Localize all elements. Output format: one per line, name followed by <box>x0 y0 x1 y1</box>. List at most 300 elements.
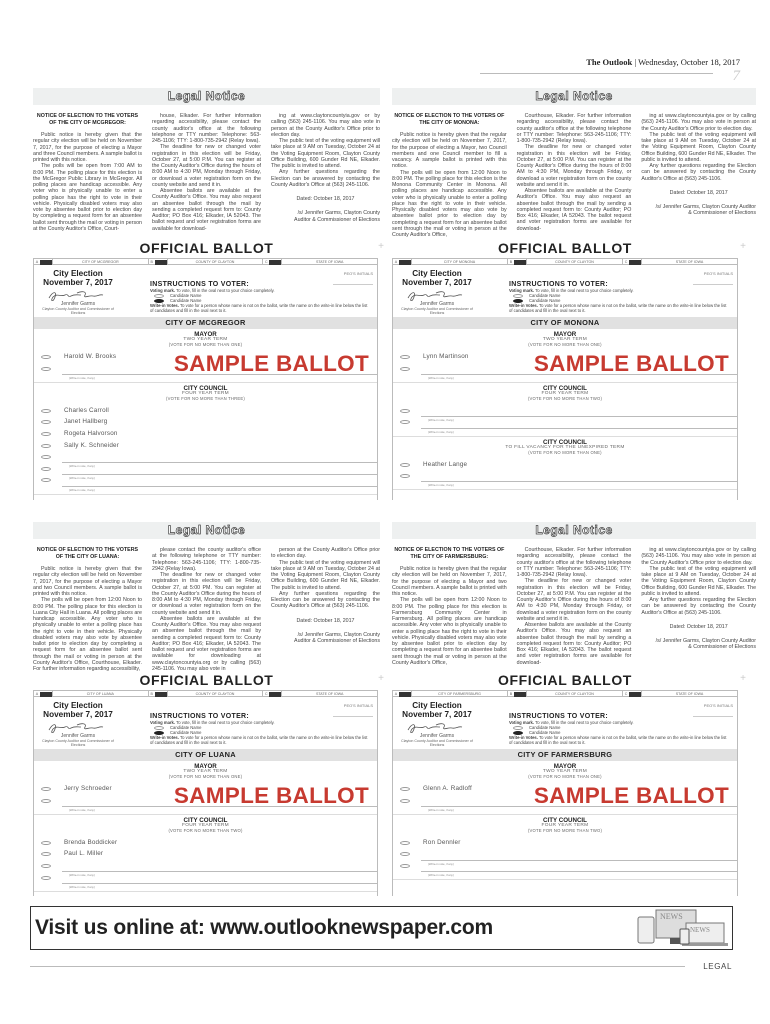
timing-mark <box>40 260 52 265</box>
candidate-row <box>34 429 377 441</box>
vote-oval <box>41 876 51 880</box>
candidate-name: Sally K. Schneider <box>64 441 120 449</box>
notice-signature: /s/ Jennifer Garms, Clayton County Auditor & Commissioner of Elections <box>294 210 380 223</box>
vote-oval <box>41 852 51 856</box>
election-date: November 7, 2017 <box>43 709 113 719</box>
vote-oval <box>400 474 410 478</box>
notice-paragraph: Any further questions regarding the Election can be answered by contacting the County Auditor's Office at (563) 245-1106. <box>271 169 380 188</box>
writein-label: Write-in Votes. <box>509 302 538 308</box>
strip-segment <box>263 259 377 264</box>
writein-label: (Write-in vote, if any) <box>69 464 95 469</box>
strip-letter: C <box>624 260 628 264</box>
writein-label: (Write-in vote, if any) <box>428 429 454 434</box>
strip-label: CITY OF MONONA <box>411 259 507 264</box>
election-date: November 7, 2017 <box>402 277 472 287</box>
notice-paragraph: The polls will be open from 7:00 AM to 8:00 PM. The polling place for this election is the McGregor Public Library in McGregor. All polling places are handicap accessible. Any voter who is physically unable to enter a polling place has the right to vote in their vehicle. Physically disabled voters may also vote by absentee ballot prior to election day by completing a request form for an absentee ballot sent through the mail or voting in person at the County Auditor's Office, Court- <box>33 163 142 232</box>
city-section-header: CITY OF MONONA <box>393 317 737 329</box>
candidate-name: Ron Dennler <box>423 838 461 846</box>
vote-oval <box>400 852 410 856</box>
voter-instructions <box>509 281 729 314</box>
strip-letter: B <box>509 260 513 264</box>
writein-row <box>393 471 737 488</box>
website-banner-text: Visit us online at: www.outlooknewspaper.com <box>35 916 493 939</box>
candidate-row <box>393 837 737 849</box>
contest-term: TWO YEAR TERM <box>183 337 228 343</box>
candidate-name: Brenda Boddicker <box>64 838 118 846</box>
strip-segment <box>393 259 508 264</box>
vote-oval <box>41 467 51 471</box>
writein-label: (Write-in vote, if any) <box>428 807 454 812</box>
official-ballot-title: OFFICIAL BALLOT <box>139 240 274 256</box>
contest-vote-for: (VOTE FOR NO MORE THAN ONE) <box>168 342 243 347</box>
strip-segment <box>623 259 737 264</box>
notice-column <box>517 113 632 238</box>
notice-dated: Dated: October 18, 2017 <box>669 189 728 196</box>
page-number: 7 <box>732 68 740 84</box>
signature-icon <box>401 289 471 301</box>
candidate-row <box>34 440 377 452</box>
signer-name: Jennifer Garms <box>60 301 96 307</box>
notice-paragraph: The deadline for new or changed voter registration in this election will be Friday, October 27, at 5:00 P.M. You can register at the County Auditor's Office during the hours of 8:00 AM to 4:30 PM, Monday through Friday, or download a voter registration form on the county website and send it in. <box>152 144 261 188</box>
signer-name: Jennifer Garms <box>60 733 96 739</box>
empty-oval-icon <box>513 294 523 298</box>
city-section-header: CITY OF LUANA <box>34 749 377 761</box>
example-name: Candidate Name <box>170 292 202 298</box>
issue-date: Wednesday, October 18, 2017 <box>638 57 740 67</box>
timing-mark <box>514 260 526 265</box>
notice-paragraph: Any further questions regarding the Election can be answered by contacting the County Auditor's Office at (563) 245-1106. <box>641 163 757 182</box>
ballot-heading <box>393 265 737 317</box>
vote-oval <box>41 420 51 424</box>
writein-row <box>34 475 377 492</box>
writein-row <box>34 872 377 889</box>
official-ballot-title: OFFICIAL BALLOT <box>139 672 274 688</box>
contest <box>34 383 377 495</box>
election-name: City Election <box>412 269 462 278</box>
ballot-header-strip <box>34 690 377 697</box>
election-name: City Election <box>53 701 103 710</box>
timing-mark <box>629 260 641 265</box>
city-section-header: CITY OF FARMERSBURG <box>393 749 737 761</box>
vote-oval <box>400 864 410 868</box>
notice-heading: NOTICE OF ELECTION TO THE VOTERS OF THE CITY OF MONONA: <box>394 113 505 126</box>
strip-letter: B <box>150 692 153 696</box>
notice-paragraph: ing at www.claytoncountyia.gov or by calling (563) 245-1106. You may also vote in person at the County Auditor's Office prior to election day. <box>641 113 757 132</box>
vote-oval <box>400 841 410 845</box>
candidate-name: Glenn A. Radloff <box>423 785 472 793</box>
writein-desc: To vote for a person whose name is not on the ballot, write the name on the write-in line below the list of candidates and fill in the oval next to it. <box>509 302 727 313</box>
writein-label: (Write-in vote, if any) <box>69 884 95 889</box>
notice-column <box>271 547 380 672</box>
example-name: Candidate Name <box>170 729 202 735</box>
peo-initials: PEO'S INITIALS <box>333 703 373 717</box>
contest <box>393 815 737 880</box>
separator: | <box>632 57 639 67</box>
writein-label: (Write-in vote, if any) <box>69 487 95 492</box>
strip-segment <box>34 691 149 696</box>
contest-term: FOUR YEAR TERM <box>541 822 589 828</box>
candidate-row <box>34 837 377 849</box>
strip-letter: C <box>265 260 268 264</box>
notice-column <box>392 113 507 238</box>
instructions-title: INSTRUCTIONS TO VOTER: <box>509 281 609 288</box>
legal-notice-header: Legal Notice <box>33 522 380 539</box>
notice-paragraph: The deadline for new or changed voter registration in this election will be Friday, October 27, at 5:00 P.M. You can register at the County Auditor's Office during the hours of 8:00 AM to 4:30 PM, Monday through Friday, or download a voter registration form on the county website and send it in. <box>516 578 632 622</box>
vote-oval <box>41 455 51 459</box>
notice-paragraph: The public test of the voting equipment will take place at 9 AM on Tuesday, October 24 at the Voting Equipment Room, Clayton County Office Building, 600 Gunder Rd NE, Elkader. The public is invited to attend. <box>271 559 380 591</box>
election-date: November 7, 2017 <box>402 709 472 719</box>
notice-paragraph: person at the County Auditor's Office prior to election day. <box>271 547 380 560</box>
writein-label: (Write-in vote, if any) <box>69 807 95 812</box>
election-title <box>38 702 118 719</box>
notice-signature: /s/ Jennifer Garms, Clayton County Auditor & Commissioner of Elections <box>655 204 757 217</box>
vote-oval <box>400 799 410 803</box>
ballot <box>33 690 378 896</box>
signer-title: Clayton County Auditor and Commissioner of Elections <box>401 739 473 747</box>
signer-name: Jennifer Garms <box>419 733 455 739</box>
writein-label: Write-in Votes. <box>150 734 179 740</box>
writein-label: (Write-in vote, if any) <box>69 873 95 878</box>
election-title <box>38 270 118 287</box>
contest-title: CITY COUNCIL <box>543 438 587 446</box>
sample-ballot-stamp: SAMPLE BALLOT <box>533 783 729 808</box>
contest-vote-for: (VOTE FOR NO MORE THAN ONE) <box>528 449 602 455</box>
example-name: Candidate Name <box>170 297 202 303</box>
sample-ballot-stamp: SAMPLE BALLOT <box>173 351 369 376</box>
election-name: City Election <box>53 269 103 278</box>
strip-label: CITY OF LUANA <box>52 691 148 696</box>
candidate-name: Harold W. Brooks <box>64 353 117 361</box>
empty-oval-icon <box>154 294 164 298</box>
strip-segment <box>623 691 737 696</box>
notice-signature: /s/ Jennifer Garms, Clayton County Auditor & Commissioner of Elections <box>655 638 757 651</box>
timing-mark <box>155 260 167 265</box>
writein-row <box>34 452 377 469</box>
notice-paragraph: The polls will be open from 12:00 Noon to 8:00 PM. The polling place for this election is Farmersburg Community Center in Farmersburg. All polling places are handicap accessible. Any voter who is physically unable to enter a polling place has the right to vote in their vehicle. Physically disabled voters may also vote by absentee ballot prior to election day by completing a request form for an absentee ballot sent through the mail or voting in person at the County Auditor's Office, <box>392 597 507 666</box>
contest-vote-for: (VOTE FOR NO MORE THAN TWO) <box>168 827 243 833</box>
notice-paragraph: Absentee ballots are available at the County Auditor's Office. You may also request an absentee ballot through the mail by sending a completed request form to: County Auditor; PO Box 416; Elkader, IA 52043. The ballot request and voter registration forms are available for downloading at www.claytoncountyia.org or by calling (563) 245-1106. You may also vote in <box>152 615 261 672</box>
strip-label: COUNTY OF CLAYTON <box>167 259 263 264</box>
contest-term: TWO YEAR TERM <box>542 337 588 343</box>
notice-column <box>392 547 507 666</box>
notice-column <box>641 113 756 238</box>
ballot <box>33 258 378 500</box>
voter-instructions <box>150 281 369 314</box>
strip-letter: B <box>150 260 153 264</box>
peo-initials: PEO'S INITIALS <box>333 271 373 285</box>
masthead-rule <box>480 73 713 74</box>
notice-paragraph: house, Elkader. For further information regarding accessibility, please contact the county auditor's office at the following telephone or TTY number: Telephone: 563-245-1106; TTY: 1-800-735-2942 (Relay Iowa). <box>152 113 261 144</box>
writein-row <box>393 861 737 878</box>
section-label: LEGAL <box>703 962 732 971</box>
notice-paragraph: ing at www.claytoncountyia.gov or by calling (563) 245-1106. You may also vote in person at the County Auditor's Office prior to election day. <box>271 113 380 138</box>
signer-name: Jennifer Garms <box>419 301 455 307</box>
notice-paragraph: The public test of the voting equipment will take place at 9 AM on Tuesday, October 24 at the Voting Equipment Room, Clayton County Office Building, 600 Gunder Rd NE, Elkader. The public is invited to attend. <box>641 131 757 163</box>
strip-segment <box>149 259 264 264</box>
voting-mark-desc: To vote, fill in the oval next to your choice completely. <box>175 720 275 725</box>
writein-instructions <box>509 304 729 314</box>
contest-vote-for: (VOTE FOR NO MORE THAN TWO) <box>527 827 603 833</box>
sample-ballot-stamp: SAMPLE BALLOT <box>533 351 729 376</box>
empty-oval-icon <box>154 726 164 730</box>
notice-heading: NOTICE OF ELECTION TO THE VOTERS OF THE CITY OF FARMERSBURG: <box>394 547 505 560</box>
writein-desc: To vote for a person whose name is not on the ballot, write the name on the write-in line below the list of candidates and fill in the oval next to it. <box>509 734 727 745</box>
contest <box>34 815 377 892</box>
strip-segment <box>508 691 623 696</box>
sample-ballot-stamp: SAMPLE BALLOT <box>173 783 369 808</box>
voting-mark-desc: To vote, fill in the oval next to your choice completely. <box>534 720 634 725</box>
contest <box>34 329 377 383</box>
election-notice <box>392 113 756 238</box>
notice-paragraph: please contact the county auditor's office at the following telephone or TTY number: Telephone: 563-245-1106; TTY: 1-800-735-2942 (Relay Iowa). <box>152 547 261 572</box>
strip-letter: A <box>35 260 39 264</box>
section-rule <box>30 966 685 967</box>
ballot-header-strip <box>393 258 737 265</box>
notice-dated: Dated: October 18, 2017 <box>669 623 728 630</box>
contest-term: FOUR YEAR TERM <box>541 390 589 396</box>
candidate-row <box>34 405 377 417</box>
writein-label: (Write-in vote, if any) <box>428 861 454 866</box>
voting-mark-desc: To vote, fill in the oval next to your choice completely. <box>175 288 275 293</box>
contest <box>34 761 377 815</box>
strip-letter: A <box>35 692 39 696</box>
candidate-name: Jerry Schroeder <box>64 785 112 793</box>
ballot-header-strip <box>393 690 737 697</box>
vote-oval <box>41 432 51 436</box>
contest-vote-for: (VOTE FOR NO MORE THAN TWO) <box>527 395 603 401</box>
notice-column <box>271 113 380 232</box>
candidate-name: Heather Lange <box>423 460 468 468</box>
official-ballot-title: OFFICIAL BALLOT <box>498 240 632 256</box>
notice-dated: Dated: October 18, 2017 <box>296 196 355 202</box>
paper-name: The Outlook <box>586 57 633 67</box>
notice-column <box>641 547 756 666</box>
notice-paragraph: The polls will be open from 12:00 Noon to 8:00 PM. The polling place for this election is Luana City Hall in Luana. All polling places are handicap accessible. Any voter who is physically unable to enter a polling place has the right to vote in their vehicle. Physically disabled voters may also vote by absentee ballot prior to election day by completing a request form for an absentee ballot sent through the mail or voting in person at the County Auditor's Office, Courthouse, Elkader. For further information regarding accessibility, <box>33 597 142 672</box>
city-section-header: CITY OF MCGREGOR <box>34 317 377 329</box>
writein-instructions <box>509 736 729 746</box>
vote-oval <box>400 409 410 413</box>
writein-label: (Write-in vote, if any) <box>428 483 454 488</box>
strip-label: COUNTY OF CLAYTON <box>526 691 622 696</box>
notice-paragraph: Absentee ballots are available at the County Auditor's Office. You may also request an absentee ballot through the mail by sending a completed request form to: County Auditor; PO Box 416; Elkader, IA 52043. The ballot request and voter registration forms are available for download- <box>516 188 632 232</box>
strip-label: STATE OF IOWA <box>281 691 377 696</box>
voting-mark-desc: To vote, fill in the oval next to your choice completely. <box>534 288 634 293</box>
legal-notice-header: Legal Notice <box>392 522 756 539</box>
strip-letter: A <box>394 260 398 264</box>
website-banner <box>30 906 733 950</box>
vote-oval <box>41 355 51 359</box>
notice-paragraph: ing at www.claytoncountyia.gov or by calling (563) 245-1106. You may also vote in person at the County Auditor's Office prior to election day. <box>641 547 757 566</box>
empty-oval-icon <box>513 726 523 730</box>
writein-label: (Write-in vote, if any) <box>69 375 95 380</box>
vote-oval <box>41 478 51 482</box>
signer-title: Clayton County Auditor and Commissioner of Elections <box>401 307 473 315</box>
notice-column <box>152 547 261 672</box>
strip-label: STATE OF IOWA <box>641 691 737 696</box>
example-name: Candidate Name <box>170 724 202 730</box>
notice-paragraph: Any further questions regarding the Election can be answered by contacting the County Auditor's Office at (563) 245-1106. <box>641 597 757 616</box>
election-title <box>397 270 477 287</box>
election-notice <box>33 113 380 232</box>
writein-desc: To vote for a person whose name is not on the ballot, write the name on the write-in line below the list of candidates and fill in the oval next to it. <box>150 302 368 313</box>
writein-label: (Write-in vote, if any) <box>69 475 95 480</box>
contest-title: MAYOR <box>194 331 217 338</box>
writein-row <box>393 417 737 434</box>
voting-mark-label: Voting mark. <box>150 720 176 725</box>
vote-oval <box>41 799 51 803</box>
strip-letter: B <box>509 692 513 696</box>
notice-paragraph: The deadline for new or changed voter registration in this election will be Friday, October 27, at 5:00 PM. You can register at the County Auditor's Office during the hours of 8:00 AM to 4:30 PM, Monday through Friday, or download a voter registration form on the county website and send it in. <box>152 572 261 616</box>
vote-oval <box>400 463 410 467</box>
strip-label: CITY OF MCGREGOR <box>52 259 148 264</box>
vote-oval <box>400 367 410 371</box>
strip-label: STATE OF IOWA <box>641 259 737 264</box>
election-notice <box>392 547 756 666</box>
strip-segment <box>508 259 623 264</box>
writein-line <box>421 871 737 872</box>
peo-initials: PEO'S INITIALS <box>693 703 733 717</box>
contest-title: CITY COUNCIL <box>543 816 587 824</box>
vote-oval <box>41 864 51 868</box>
strip-label: CITY OF FARMERSBURG <box>411 691 507 696</box>
ballot <box>392 258 738 500</box>
strip-letter: C <box>265 692 268 696</box>
writein-line <box>421 428 737 429</box>
notice-dated: Dated: October 18, 2017 <box>296 617 355 624</box>
voting-mark-label: Voting mark. <box>509 720 535 725</box>
candidate-name: Charles Carroll <box>64 406 109 414</box>
contest-term: TWO YEAR TERM <box>542 769 588 775</box>
strip-segment <box>149 691 264 696</box>
writein-desc: To vote for a person whose name is not on the ballot, write the name on the write-in line below the list of candidates and fill in the oval next to it. <box>150 734 368 745</box>
vote-oval <box>41 787 51 791</box>
official-ballot-title: OFFICIAL BALLOT <box>498 672 632 688</box>
registration-mark-icon: + <box>378 241 384 252</box>
writein-row <box>34 463 377 480</box>
contest-term: TO FILL VACANCY FOR THE UNEXPIRED TERM <box>505 444 625 450</box>
strip-label: COUNTY OF CLAYTON <box>167 691 263 696</box>
writein-line <box>62 486 377 487</box>
registration-mark-icon: + <box>740 241 746 252</box>
signature-icon <box>401 721 471 733</box>
strip-label: COUNTY OF CLAYTON <box>526 259 622 264</box>
election-name: City Election <box>412 701 462 710</box>
notice-column <box>152 113 261 232</box>
notice-paragraph: Any further questions regarding the Election can be answered by contacting the County Auditor's Office at (563) 245-1106. <box>271 590 380 610</box>
contest-term: FOUR YEAR TERM <box>182 390 229 396</box>
writein-label: (Write-in vote, if any) <box>428 375 454 380</box>
writein-line <box>62 883 377 884</box>
contest-term: TWO YEAR TERM <box>183 769 228 775</box>
voting-mark-label: Voting mark. <box>150 288 176 293</box>
notice-paragraph: Public notice is hereby given that the regular city election will be held on November 7, 2017, for the purpose of electing a Mayor, two Council members and one Council member to fill a vacancy. A sample ballot is printed with this notice. <box>392 132 507 170</box>
contest-vote-for: (VOTE FOR NO MORE THAN ONE) <box>528 774 602 779</box>
strip-label: STATE OF IOWA <box>281 259 377 264</box>
writein-row <box>393 849 737 866</box>
contest-title: MAYOR <box>553 763 577 770</box>
writein-instructions <box>150 304 369 314</box>
notice-paragraph: Courthouse, Elkader. For further information regarding accessibility, please contact the county auditor's office at the following telephone or TTY number: Telephone: 563-245-1106; TTY: 1-800-735-2942 (Relay Iowa). <box>516 547 632 578</box>
example-name: Candidate Name <box>529 729 561 735</box>
election-title <box>397 702 477 719</box>
notice-paragraph: The public test of the voting equipment will take place at 9 AM on Tuesday, October 24 at the Voting Equipment Room, Clayton County Office Building, 600 Gunder Rd NE, Elkader. The public is invited to attend. <box>271 138 380 169</box>
ballot-heading <box>34 697 377 749</box>
ballot-heading <box>34 265 377 317</box>
contest <box>393 437 737 491</box>
peo-initials: PEO'S INITIALS <box>693 271 733 285</box>
registration-mark-icon: + <box>378 673 384 684</box>
instructions-title: INSTRUCTIONS TO VOTER: <box>509 713 609 720</box>
device-label: NEWS <box>660 912 683 921</box>
ballot <box>392 690 738 896</box>
timing-mark <box>155 692 167 697</box>
writein-instructions <box>150 736 369 746</box>
writein-row <box>34 861 377 878</box>
contest-title: MAYOR <box>553 331 577 338</box>
contest-vote-for: (VOTE FOR NO MORE THAN ONE) <box>528 342 602 347</box>
signer-title: Clayton County Auditor and Commissioner of Elections <box>42 739 114 747</box>
signature-icon <box>42 289 112 301</box>
voter-instructions <box>150 713 369 746</box>
signature-icon <box>42 721 112 733</box>
notice-paragraph: Public notice is hereby given that the regular city election will be held on November 7, 2017, for the purpose of electing a Mayor and two Council members. A sample ballot is printed with this notice. <box>33 566 142 597</box>
notice-paragraph: The polls will be open from 12:00 Noon to 8:00 PM. The polling place for this election is the Monona Community Center in Monona. All polling places are handicap accessible. Any voter who is physically unable to enter a polling place has the right to vote in their vehicle. Physically disabled voters may also vote by absentee ballot prior to election day by completing a request form for an absentee ballot sent through the mail or voting in person at the County Auditor's Office, <box>392 169 507 238</box>
writein-line <box>421 481 737 482</box>
writein-row <box>393 405 737 422</box>
notice-signature: /s/ Jennifer Garms, Clayton County Auditor & Commissioner of Elections <box>294 631 380 644</box>
notice-column <box>33 547 142 672</box>
notice-heading: NOTICE OF ELECTION TO THE VOTERS OF THE CITY OF LUANA: <box>36 547 139 560</box>
vote-oval <box>400 420 410 424</box>
strip-segment <box>263 691 377 696</box>
example-name: Candidate Name <box>529 297 561 303</box>
vote-oval <box>41 841 51 845</box>
strip-letter: C <box>624 692 628 696</box>
timing-mark <box>399 260 411 265</box>
writein-label: (Write-in vote, if any) <box>428 417 454 422</box>
notice-column <box>33 113 142 232</box>
writein-label: (Write-in vote, if any) <box>428 873 454 878</box>
notice-paragraph: Courthouse, Elkader. For further information regarding accessibility, please contact the county auditor's office at the following telephone or TTY number: Telephone: 563-245-1106; TTY: 1-800-735-2942 (Relay Iowa). <box>516 113 632 144</box>
notice-paragraph: Absentee ballots are available at the County Auditor's Office. You may also request an absentee ballot through the mail by sending a completed request form to: County Auditor; PO Box 416; Elkader, IA 52043. The ballot request and voter registration forms are available for download- <box>516 622 632 666</box>
device-label-2: NEWS <box>690 926 710 934</box>
notice-paragraph: Public notice is hereby given that the regular city election will be held on November 7, 2017, for the purpose of electing a Mayor and two Council members. A sample ballot is printed with this notice. <box>392 566 507 597</box>
ballot-header-strip <box>34 258 377 265</box>
candidate-name: Rogeta Halvorson <box>64 430 118 438</box>
notice-heading: NOTICE OF ELECTION TO THE VOTERS OF THE CITY OF MCGREGOR: <box>36 113 139 126</box>
vote-oval <box>41 409 51 413</box>
contest <box>393 383 737 437</box>
masthead <box>586 57 740 67</box>
candidate-name: Janet Hallberg <box>64 418 108 426</box>
voter-instructions <box>509 713 729 746</box>
notice-paragraph: Absentee ballots are available at the County Auditor's Office. You may also request an absentee ballot through the mail by sending a completed request form to: County Auditor; PO Box 416; Elkader, IA 52043. The ballot request and voter registration forms are available for download- <box>152 188 261 232</box>
candidate-name: Paul L. Miller <box>64 850 104 858</box>
vote-oval <box>400 355 410 359</box>
signer-title: Clayton County Auditor and Commissioner of Elections <box>42 307 114 315</box>
voting-mark-label: Voting mark. <box>509 288 535 293</box>
candidate-row <box>393 459 737 471</box>
timing-mark <box>40 692 52 697</box>
registration-mark-icon: + <box>740 673 746 684</box>
ballot-heading <box>393 697 737 749</box>
candidate-row <box>34 417 377 429</box>
timing-mark <box>514 692 526 697</box>
notice-paragraph: The public test of the voting equipment will take place at 9 AM on Tuesday, October 24 at the Voting Equipment Room, Clayton County Office Building, 600 Gunder Rd NE, Elkader. The public is invited to attend. <box>641 565 757 597</box>
strip-segment <box>393 691 508 696</box>
timing-mark <box>269 692 281 697</box>
contest-title: CITY COUNCIL <box>183 816 228 824</box>
